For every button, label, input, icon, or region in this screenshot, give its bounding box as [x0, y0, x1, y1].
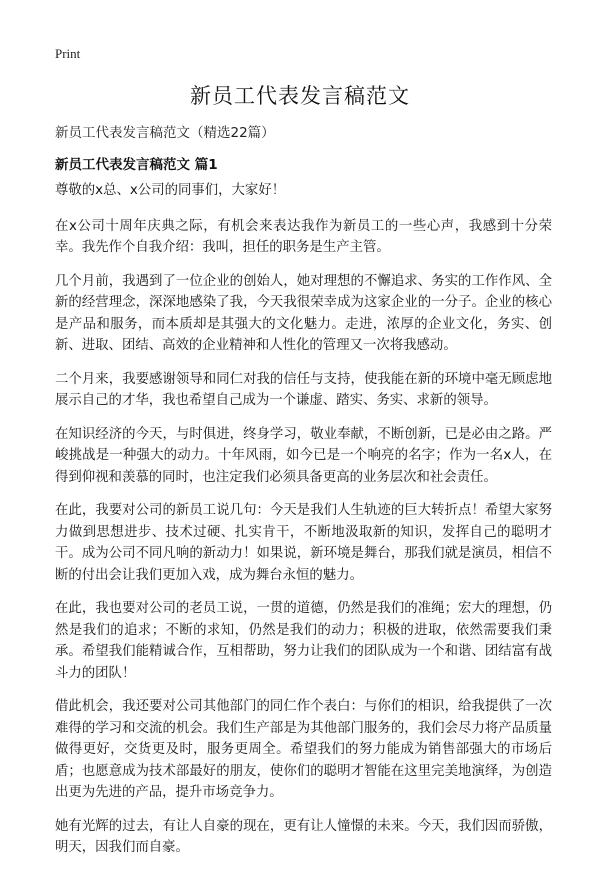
paragraph: 几个月前，我遇到了一位企业的创始人，她对理想的不懈追求、务实的工作作风、全新的经营理念，深深地感染了我，今天我很荣幸成为这家企业的一分子。企业的核心是产品和服务，而本质却是其强大的文化魅力。走进，浓厚的企业文化，务实、创新、进取、团结、高效的企业精神和人性化的管理又一次将我感动。 [55, 273, 552, 353]
section-heading: 新员工代表发言稿范文 篇1 [55, 157, 218, 173]
paragraph: 借此机会，我还要对公司其他部门的同仁作个表白：与你们的相识，给我提供了一次难得的学习和交流的机会。我们生产部是为其他部门服务的，我们会尽力将产品质量做得更好，交货更及时，服务更周全。希望我们的努力能成为销售部强大的市场后盾；也愿意成为技术部最好的朋友，使你们的聪明才智能在这里完美地演绎，为创造出更为先进的产品，提升市场竞争力。 [55, 699, 552, 800]
paragraph: 在此，我也要对公司的老员工说，一贯的道德，仍然是我们的准绳；宏大的理想，仍然是我们的追求；不断的求知，仍然是我们的动力；积极的进取，依然需要我们秉承。希望我们能精诚合作，互相帮助，努力让我们的团队成为一个和谐、团结富有战斗力的团队！ [55, 601, 552, 681]
document-subtitle: 新员工代表发言稿范文（精选22篇） [55, 125, 275, 141]
page-title: 新员工代表发言稿范文 [190, 84, 410, 108]
print-link[interactable]: Print [55, 46, 81, 61]
paragraph: 在x公司十周年庆典之际，有机会来表达我作为新员工的一些心声，我感到十分荣幸。我先作个自我介绍：我叫，担任的职务是生产主管。 [55, 218, 552, 255]
document-body [55, 180, 552, 871]
paragraph-greeting: 尊敬的x总、x公司的同事们，大家好！ [55, 183, 286, 198]
paragraph: 她有光辉的过去，有让人自豪的现在，更有让人憧憬的未来。今天，我们因而骄傲，明天，因我们而自豪。 [55, 818, 552, 855]
paragraph: 二个月来，我要感谢领导和同仁对我的信任与支持，使我能在新的环境中毫无顾虑地展示自己的才华，我也希望自己成为一个谦虚、踏实、务实、求新的领导。 [55, 371, 552, 408]
paragraph: 在知识经济的今天，与时俱进，终身学习，敬业奉献，不断创新，已是必由之路。严峻挑战是一种强大的动力。十年风雨，如今已是一个响亮的名字；作为一名x人，在得到仰视和羡慕的同时，也注定我们必须具备更高的业务层次和社会责任。 [55, 426, 552, 485]
paragraph: 在此，我要对公司的新员工说几句：今天是我们人生轨迹的巨大转折点！希望大家努力做到思想进步、技术过硬、扎实肯干，不断地汲取新的知识，发挥自己的聪明才干。成为公司不同凡响的新动力！如果说，新环境是舞台，那我们就是演员，相信不断的付出会让我们更加入戏，成为舞台永恒的魅力。 [55, 503, 552, 583]
